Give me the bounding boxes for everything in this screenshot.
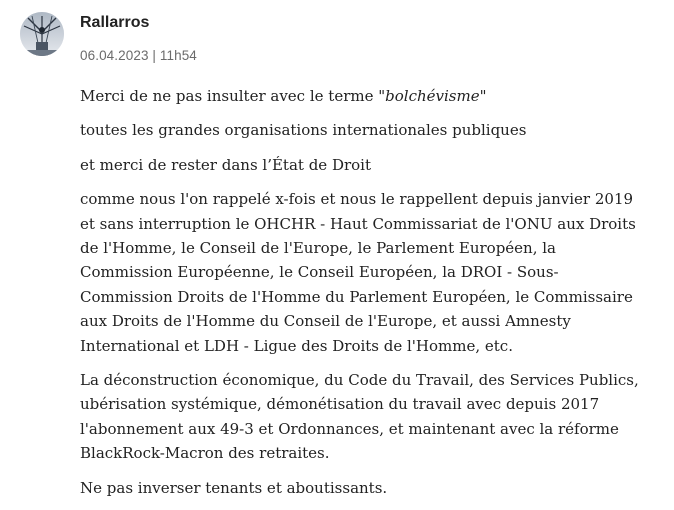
- paragraph-line: BlackRock-Macron des retraites.: [80, 444, 330, 463]
- avatar[interactable]: [20, 12, 64, 56]
- paragraph-line: de l'Homme, le Conseil de l'Europe, le Parlement Européen, la: [80, 239, 556, 258]
- paragraph-line: International et LDH - Ligue des Droits de l'Homme, etc.: [80, 336, 513, 355]
- paragraph-line: l'abonnement aux 49-3 et Ordonnances, et maintenant avec la réforme: [80, 419, 619, 438]
- paragraph-line: La déconstruction économique, du Code du Travail, des Services Publics,: [80, 371, 639, 390]
- comment-paragraph-2: toutes les grandes organisations internationales publiques: [80, 121, 527, 140]
- paragraph-text: ": [479, 87, 487, 105]
- paragraph-line: Commission Européenne, le Conseil Européen, la DROI - Sous-: [80, 263, 559, 282]
- emphasized-term: bolchévisme: [385, 87, 480, 105]
- author-name[interactable]: Rallarros: [80, 14, 150, 31]
- paragraph-line: ubérisation systémique, démonétisation du travail avec depuis 2017: [80, 395, 600, 414]
- paragraph-line: comme nous l'on rappelé x-fois et nous le rappellent depuis janvier 2019: [80, 190, 634, 209]
- comment-paragraph-1: [80, 84, 670, 108]
- paragraph-line: et sans interruption le OHCHR - Haut Commissariat de l'ONU aux Droits: [80, 214, 636, 233]
- comment-paragraph-3: et merci de rester dans l’État de Droit: [80, 155, 371, 174]
- paragraph-line: Commission Droits de l'Homme du Parlement Européen, le Commissaire: [80, 287, 633, 306]
- comment-paragraph-6: Ne pas inverser tenants et aboutissants.: [80, 478, 388, 497]
- paragraph-text: Merci de ne pas insulter avec le terme ": [80, 87, 386, 105]
- user-avatar-icon: [20, 12, 64, 56]
- comment-paragraph-5: [80, 368, 670, 466]
- comment-paragraph-4: [80, 187, 670, 358]
- comment-timestamp: 06.04.2023 | 11h54: [80, 48, 197, 63]
- paragraph-line: aux Droits de l'Homme du Conseil de l'Europe, et aussi Amnesty: [80, 312, 571, 331]
- comment-body: [80, 84, 670, 510]
